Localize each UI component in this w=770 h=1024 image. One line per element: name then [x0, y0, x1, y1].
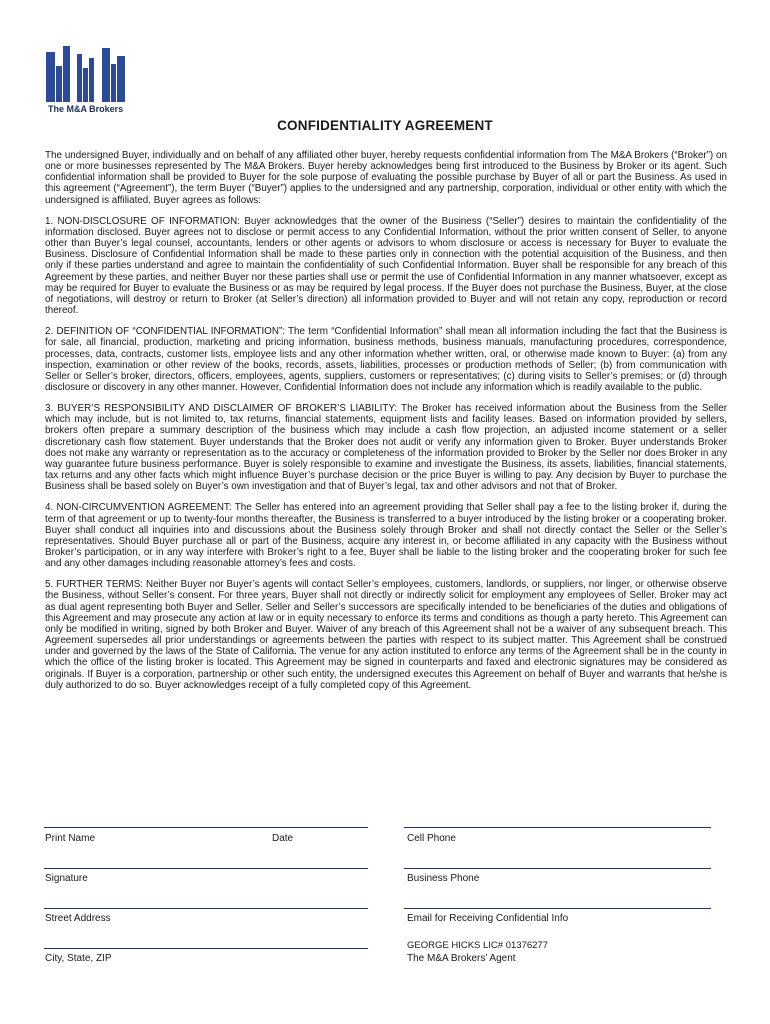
print-name-label: Print Name [45, 833, 96, 844]
broker-license-text: GEORGE HICKS LIC# 01376277 [407, 940, 548, 951]
page-title: CONFIDENTIALITY AGREEMENT [277, 118, 493, 133]
signature-label: Signature [45, 873, 88, 884]
signature-line[interactable] [44, 868, 368, 869]
street-address-line[interactable] [44, 908, 368, 909]
agreement-body [45, 150, 727, 701]
intro-paragraph: The undersigned Buyer, individually and on behalf of any affiliated other buyer, hereby requests confidential information from The M&A Brokers (“Broker”) on one or more businesses represented by The M&A Brokers. Buyer hereby acknowledges being first introduced to the Business by Broker or its agent. Such confidential information shall be provided to Buyer for the sole purpose of evaluating the possible purchase by Buyer of all or part the Business. As used in this agreement (“Agreement”), the term Buyer (“Buyer”) applies to the undersigned and any partnership, corporation, individual or other entity with which the undersigned is affiliated. Buyer agrees as follows: [45, 150, 727, 206]
logo-bars-icon [44, 44, 136, 102]
cell-phone-label: Cell Phone [407, 833, 456, 844]
city-state-zip-line[interactable] [44, 948, 368, 949]
broker-agent-label: The M&A Brokers’ Agent [407, 953, 516, 964]
street-address-label: Street Address [45, 913, 111, 924]
print-name-date-line[interactable] [44, 827, 368, 828]
cell-phone-line[interactable] [404, 827, 711, 828]
section-4-paragraph: 4. NON-CIRCUMVENTION AGREEMENT: The Seller has entered into an agreement providing that Seller shall pay a fee to the listing broker if, during the term of that agreement or up to twenty-four months thereafter, the Business is transferred to a buyer introduced by the listing broker or a cooperating broker. Buyer shall conduct all inquiries into and discussions about the Business solely through Broker and shall not directly contact the Seller or the Seller’s representatives. Should Buyer purchase all or part of the Business, acquire any interest in, or become affiliated in any capacity with the Business without Broker’s participation, or in any way interfere with Broker’s right to a fee, Buyer shall be liable to the listing broker and the cooperating broker for such fee and any other damages including reasonable attorney’s fees and costs. [45, 502, 727, 570]
section-2-paragraph: 2. DEFINITION OF “CONFIDENTIAL INFORMATION”: The term “Confidential Information” shall mean all information including the fact that the Business is for sale, all financial, production, marketing and pricing information, business methods, business manuals, manufacturing procedures, correspondence, processes, data, contracts, customer lists, employee lists and any other information whether written, oral, or otherwise made known to Buyer: (a) from any inspection, examination or other review of the books, records, assets, liabilities, processes or production methods of Seller; (b) from communication with Seller or Seller’s broker, directors, officers, employees, agents, suppliers, customers or representatives; (c) during visits to Seller’s premises; or (d) through disclosure or discovery in any other manner. However, Confidential Information does not include any information which is readily available to the public. [45, 326, 727, 393]
company-logo [44, 44, 144, 116]
email-label: Email for Receiving Confidential Info [407, 913, 569, 924]
business-phone-label: Business Phone [407, 873, 480, 884]
city-state-zip-label: City, State, ZIP [45, 953, 112, 964]
business-phone-line[interactable] [404, 868, 711, 869]
logo-brand-text: The M&A Brokers [48, 104, 124, 114]
email-line[interactable] [404, 908, 711, 909]
date-label: Date [272, 833, 294, 844]
section-5-paragraph: 5. FURTHER TERMS: Neither Buyer nor Buyer’s agents will contact Seller’s employees, customers, landlords, or suppliers, nor linger, or otherwise observe the Business, without Seller’s consent. For three years, Buyer shall not directly or indirectly solicit for employment any employees of Seller. Broker may act as dual agent representing both Buyer and Seller. Seller and Seller’s successors are specifically intended to be beneficiaries of the duties and obligations of this Agreement and may prosecute any action at law or in equity necessary to enforce its terms and conditions as though a party hereto. This Agreement can only be modified in writing, signed by both Broker and Buyer. Waiver of any breach of this Agreement shall not be a waiver of any subsequent breach. This Agreement supersedes all prior understandings or agreements between the parties with respect to its subject matter. This Agreement shall be construed under and governed by the laws of the State of California. The venue for any action instituted to enforce any terms of the Agreement shall be in the county in which the office of the listing broker is located. This Agreement may be signed in counterparts and faxed and electronic signatures may be considered as originals. If Buyer is a corporation, partnership or other such entity, the undersigned executes this Agreement on behalf of Buyer and warrants that he/she is duly authorized to do so. Buyer acknowledges receipt of a fully completed copy of this Agreement. [45, 579, 727, 691]
section-3-paragraph: 3. BUYER’S RESPONSIBILITY AND DISCLAIMER OF BROKER’S LIABILITY: The Broker has received information about the Business from the Seller which may include, but is not limited to, tax returns, financial statements, equipment lists and facility leases. Based on information provided by sellers, brokers often prepare a summary description of the business which may include a cash flow projection, an adjusted income statement or a seller discretionary cash flow statement. Buyer understands that the Broker does not audit or verify any information given to Broker. Buyer understands Broker does not make any warranty or representation as to the accuracy or completeness of the information provided to Broker by the Seller nor does Broker in any way guarantee future business performance. Buyer is solely responsible to examine and investigate the Business, its assets, liabilities, financial statements, tax returns and any other facts which might influence Buyer’s purchase decision or the price Buyer is willing to pay. Any decision by Buyer to purchase the Business shall be based solely on Buyer’s own investigation and that of Buyer’s legal, tax and other advisors and not that of Broker. [45, 403, 727, 493]
section-1-paragraph: 1. NON-DISCLOSURE OF INFORMATION: Buyer acknowledges that the owner of the Business (“Seller”) desires to maintain the confidentiality of the information disclosed. Buyer agrees not to disclose or permit access to any Confidential Information, without the prior written consent of Seller, to anyone other than Buyer’s legal counsel, accountants, lenders or other agents or advisors to whom disclosure or access is necessary for Buyer to evaluate the Business. Disclosure of Confidential Information shall be made to these parties only in connection with the potential acquisition of the Business, and then only if these parties understand and agree to maintain the confidentiality of such Confidential Information. Buyer shall be responsible for any breach of this Agreement by these parties, and neither Buyer nor these parties shall use or permit the use of Confidential Information in any manner whatsoever, except as may be required for Buyer to evaluate the Business or as may be required by legal process. If the Buyer does not purchase the Business, Buyer, at the close of negotiations, will destroy or return to Broker (at Seller’s direction) all information provided to Buyer and will not retain any copy, reproduction or record thereof. [45, 215, 727, 317]
